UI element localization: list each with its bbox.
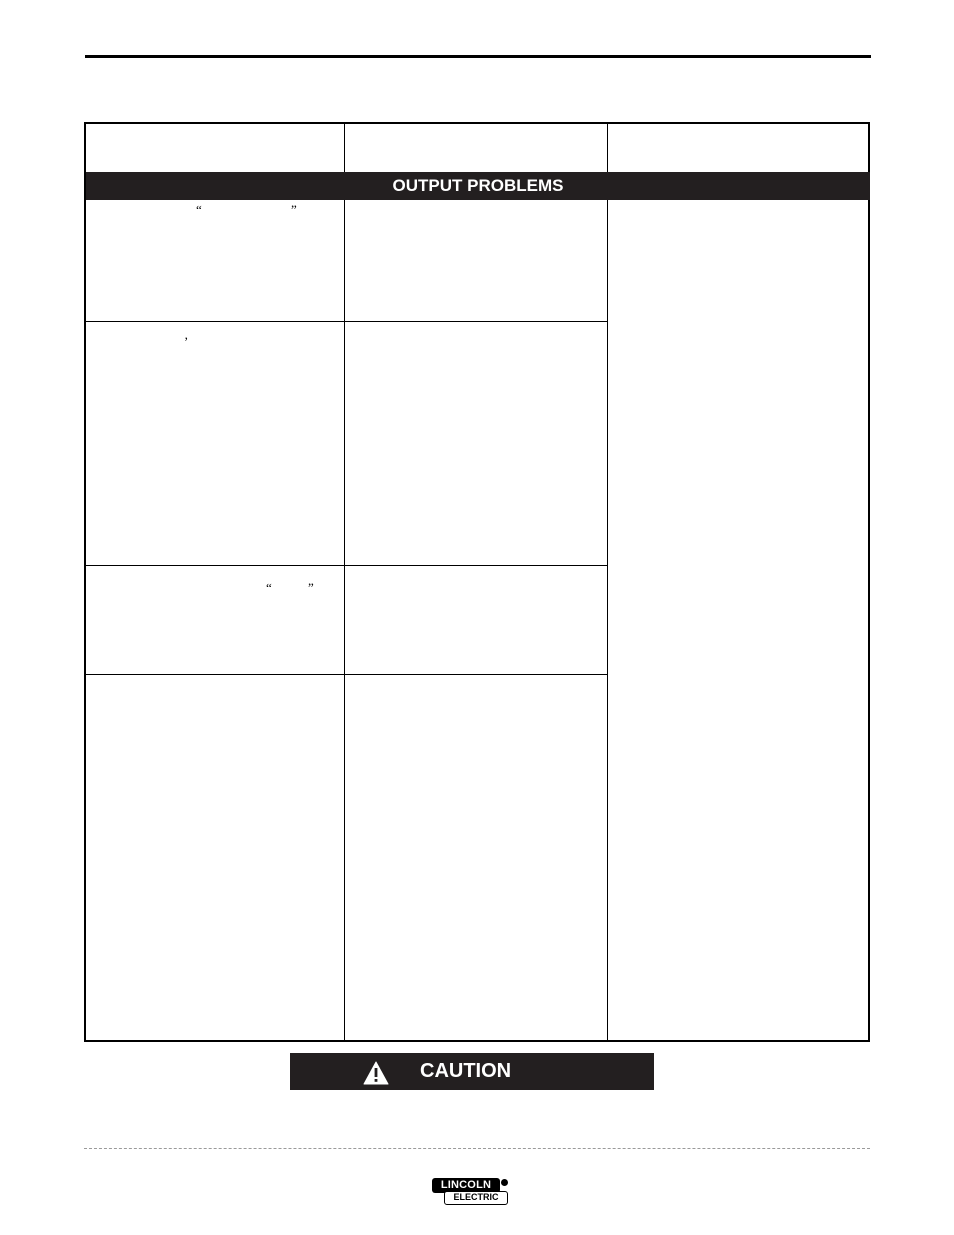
header-rule <box>85 55 871 58</box>
column-divider-1 <box>344 124 345 172</box>
logo-top-text: LINCOLN <box>432 1178 500 1193</box>
column-divider-1-body <box>344 200 345 1040</box>
row3-open-quote: “ <box>266 580 272 595</box>
caution-label: CAUTION <box>420 1060 512 1082</box>
row1-close-quote: ” <box>291 202 297 217</box>
lincoln-electric-logo <box>432 1178 512 1208</box>
row3-close-quote: ” <box>308 580 314 595</box>
column-divider-2-body <box>607 200 608 1040</box>
registered-mark-icon <box>501 1179 508 1186</box>
row-divider-2 <box>86 565 608 566</box>
footer-dashed-rule <box>84 1148 870 1149</box>
logo-bottom-text: ELECTRIC <box>444 1191 508 1205</box>
row2-apostrophe: ’ <box>184 334 189 349</box>
column-divider-2 <box>607 124 608 172</box>
row1-open-quote: “ <box>196 202 202 217</box>
caution-banner <box>290 1053 654 1090</box>
warning-triangle-icon <box>363 1061 389 1085</box>
row-divider-3 <box>86 674 608 675</box>
section-title-output-problems: OUTPUT PROBLEMS <box>86 172 870 200</box>
troubleshooting-table <box>84 122 870 1042</box>
row-divider-1 <box>86 321 608 322</box>
